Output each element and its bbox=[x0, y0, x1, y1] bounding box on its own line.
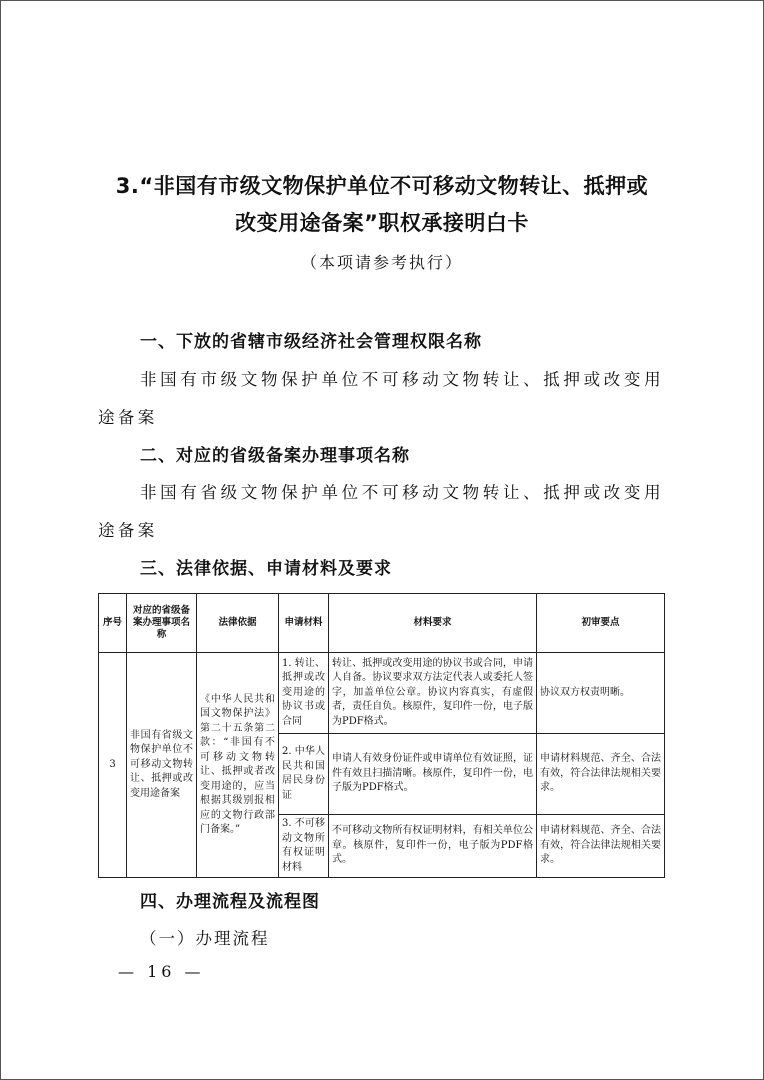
cell-legal-basis: 《中华人民共和国文物保护法》第二十五条第二款：“非国有不可移动文物转让、抵押或者改变用途的，应当根据其级别报相应的文物行政部门备案。” bbox=[197, 653, 279, 878]
cell-material-name: 2. 中华人民共和国居民身份证 bbox=[279, 734, 329, 815]
cell-review-point: 申请材料规范、齐全、合法有效，符合法律法规相关要求。 bbox=[537, 815, 665, 878]
table-row bbox=[99, 653, 665, 734]
cell-material-requirement: 不可移动文物所有权证明材料，有相关单位公章。核原件，复印件一份，电子版为PDF格式。 bbox=[329, 815, 537, 878]
header-review: 初审要点 bbox=[537, 594, 665, 653]
cell-material-requirement: 申请人有效身份证件或申请单位有效证照，证件有效且扫描清晰。核原件，复印件一份，电子版为PDF格式。 bbox=[329, 734, 537, 815]
section-text-1: 非国有市级文物保护单位不可移动文物转让、抵押或改变用途备案 bbox=[98, 370, 664, 427]
header-no: 序号 bbox=[99, 594, 127, 653]
header-item: 对应的省级备案办理事项名称 bbox=[127, 594, 197, 653]
cell-no: 3 bbox=[99, 653, 127, 878]
cell-material-name: 1. 转让、抵押或改变用途的协议书或合同 bbox=[279, 653, 329, 734]
header-materials: 申请材料 bbox=[279, 594, 329, 653]
table-header-row bbox=[99, 594, 665, 653]
materials-table bbox=[98, 593, 665, 878]
subsection-heading: （一）办理流程 bbox=[140, 929, 270, 948]
document-subtitle-note: （本项请参考执行） bbox=[300, 253, 463, 272]
section-heading-2: 二、对应的省级备案办理事项名称 bbox=[140, 446, 410, 466]
header-law: 法律依据 bbox=[197, 594, 279, 653]
section-text-2: 非国有省级文物保护单位不可移动文物转让、抵押或改变用途备案 bbox=[98, 483, 664, 540]
cell-material-requirement: 转让、抵押或改变用途的协议书或合同，申请人自备。协议要求双方法定代表人或委托人签字，加盖单位公章。协议内容真实，有虚假者，责任自负。核原件，复印件一份，电子版为PDF格式。 bbox=[329, 653, 537, 734]
header-requirements: 材料要求 bbox=[329, 594, 537, 653]
cell-material-name: 3. 不可移动文物所有权证明材料 bbox=[279, 815, 329, 878]
cell-review-point: 申请材料规范、齐全、合法有效，符合法律法规相关要求。 bbox=[537, 734, 665, 815]
section-heading-3: 三、法律依据、申请材料及要求 bbox=[140, 559, 392, 579]
page-number: — 16 — bbox=[118, 962, 205, 981]
cell-item-name: 非国有省级文物保护单位不可移动文物转让、抵押或改变用途备案 bbox=[127, 653, 197, 878]
section-heading-1: 一、下放的省辖市级经济社会管理权限名称 bbox=[140, 332, 482, 352]
section-heading-4: 四、办理流程及流程图 bbox=[140, 892, 320, 912]
document-title-line1: 3.“非国有市级文物保护单位不可移动文物转让、抵押或 bbox=[115, 174, 649, 198]
document-title-line2: 改变用途备案”职权承接明白卡 bbox=[235, 211, 529, 235]
cell-review-point: 协议双方权责明晰。 bbox=[537, 653, 665, 734]
